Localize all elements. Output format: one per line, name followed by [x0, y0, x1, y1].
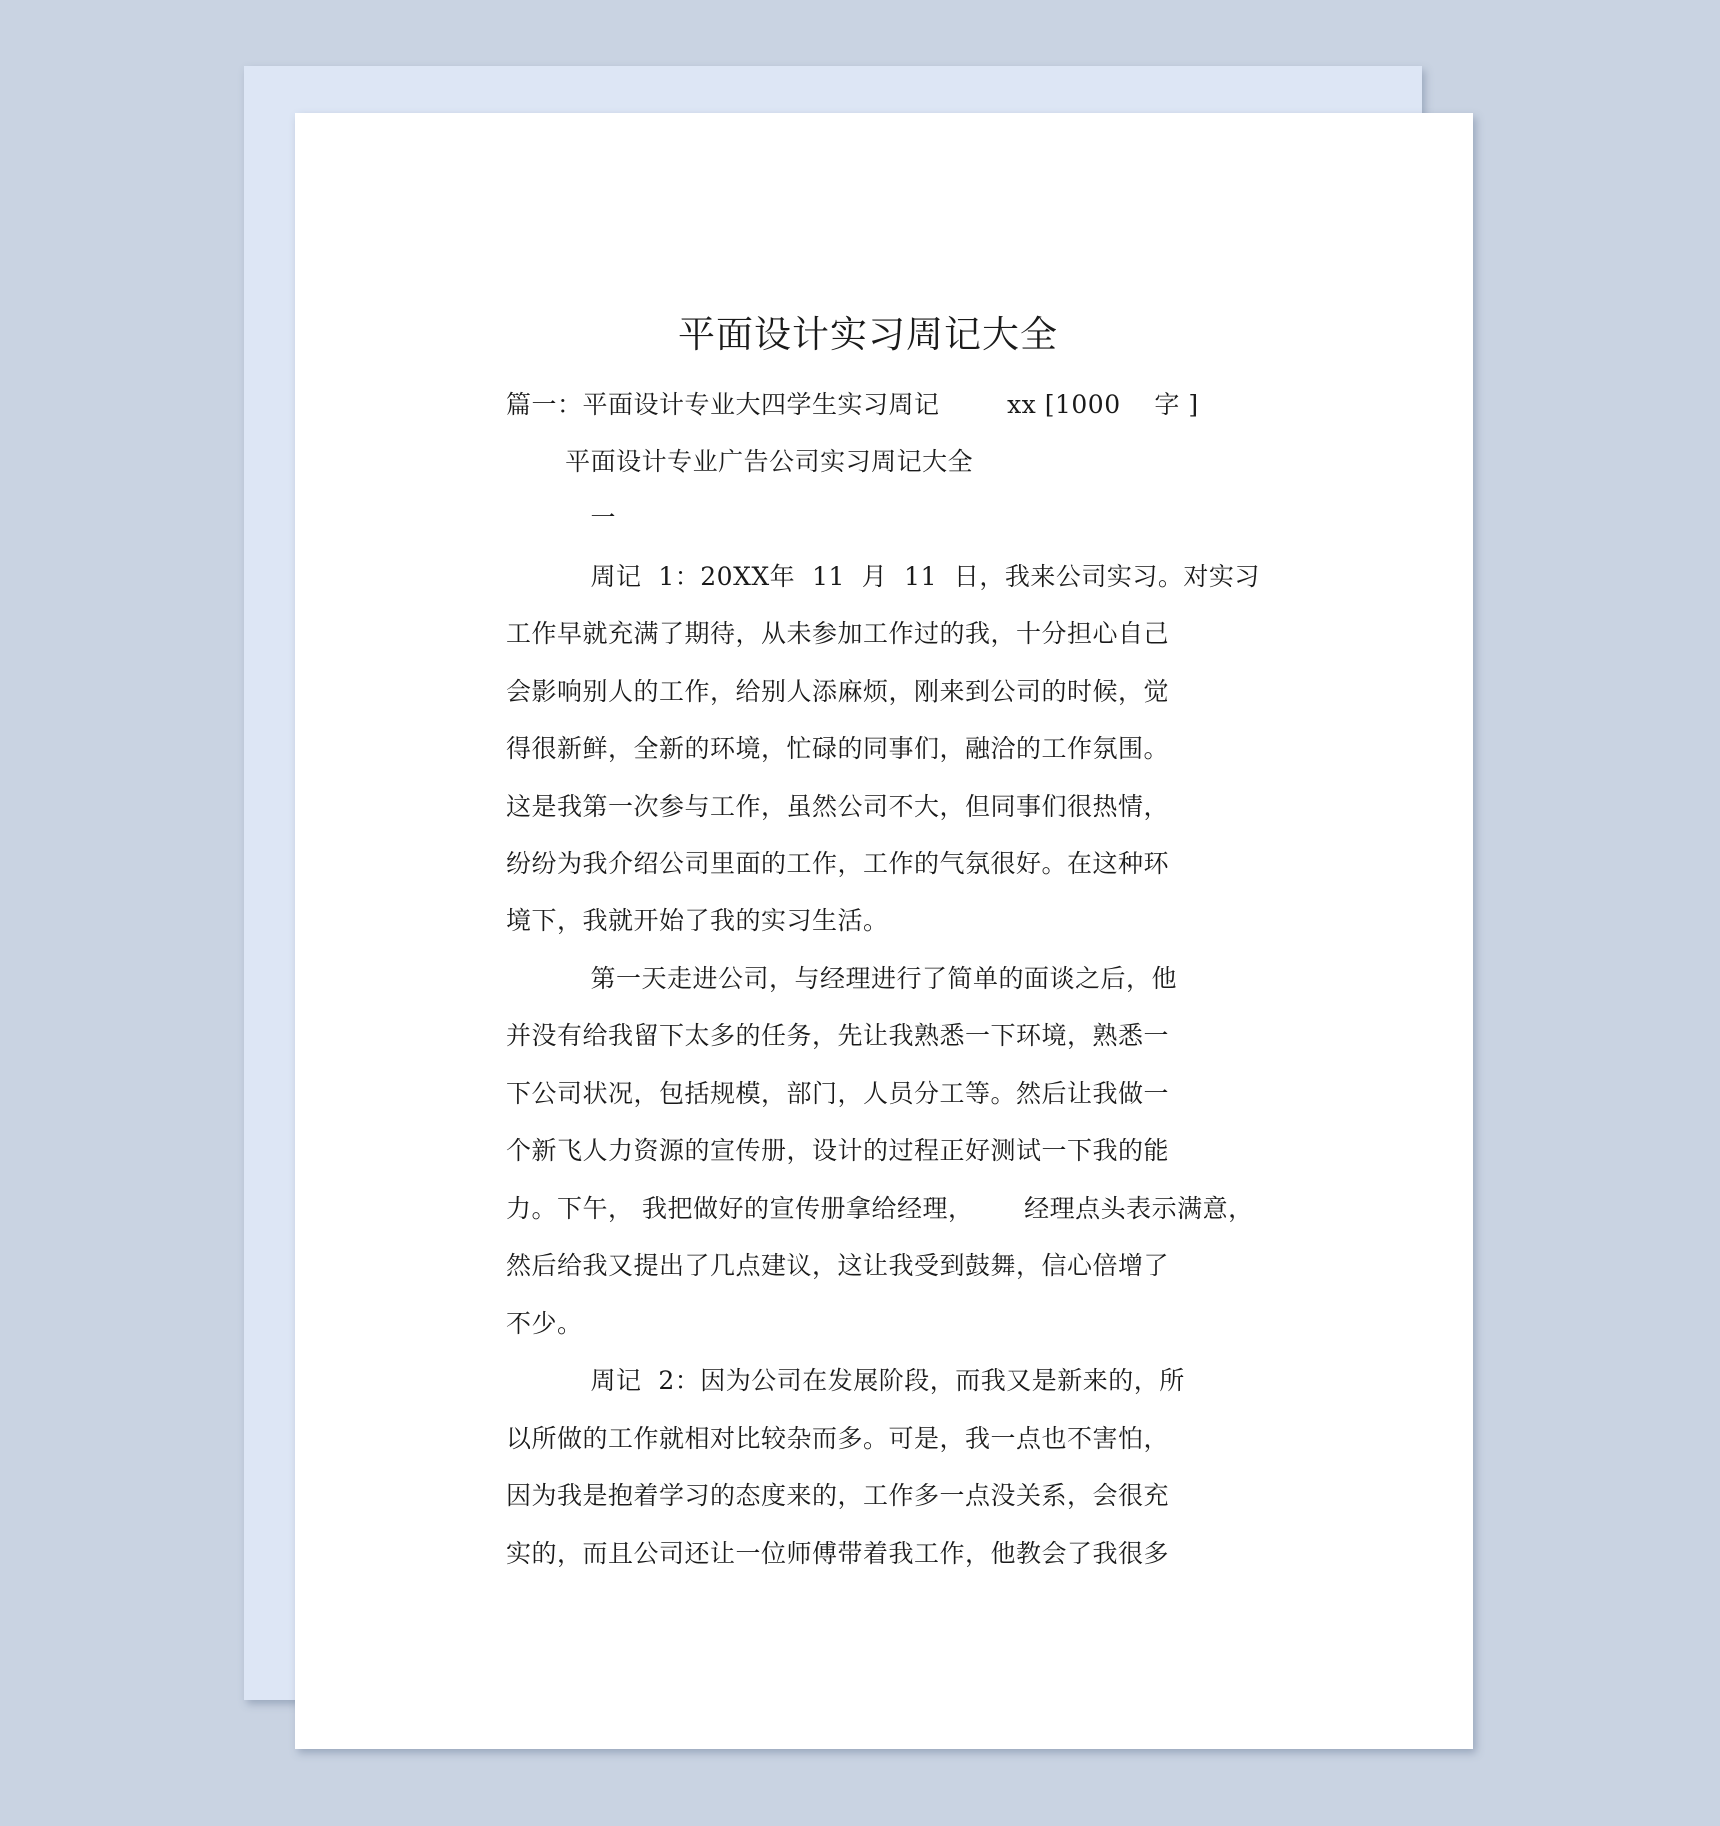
text-line: 周记 1：20XX年 11 月 11 日，我来公司实习。对实习	[506, 562, 1260, 591]
text-line: 力。下午， 我把做好的宣传册拿给经理， 经理点头表示满意，	[506, 1194, 1254, 1223]
text-line: 平面设计专业广告公司实习周记大全	[506, 447, 974, 476]
text-line: 周记 2：因为公司在发展阶段，而我又是新来的，所	[506, 1366, 1185, 1395]
text-line: 境下，我就开始了我的实习生活。	[506, 906, 889, 935]
text-line: 以所做的工作就相对比较杂而多。可是，我一点也不害怕，	[506, 1424, 1170, 1453]
text-line: 个新飞人力资源的宣传册，设计的过程正好测试一下我的能	[506, 1136, 1170, 1165]
text-line: 不少。	[506, 1309, 583, 1338]
text-line: 工作早就充满了期待，从未参加工作过的我，十分担心自己	[506, 619, 1170, 648]
text-line: 纷纷为我介绍公司里面的工作，工作的气氛很好。在这种环	[506, 849, 1170, 878]
text-line: 实的，而且公司还让一位师傅带着我工作，他教会了我很多	[506, 1539, 1170, 1568]
text-line: 得很新鲜，全新的环境，忙碌的同事们，融洽的工作氛围。	[506, 734, 1170, 763]
text-line: 篇一：平面设计专业大四学生实习周记 xx [1000 字 ]	[506, 390, 1199, 419]
text-line: 下公司状况，包括规模，部门，人员分工等。然后让我做一	[506, 1079, 1170, 1108]
text-line: 第一天走进公司，与经理进行了简单的面谈之后，他	[506, 964, 1177, 993]
text-line: 会影响别人的工作，给别人添麻烦，刚来到公司的时候，觉	[506, 677, 1170, 706]
text-line: 并没有给我留下太多的任务，先让我熟悉一下环境，熟悉一	[506, 1021, 1170, 1050]
text-line: 一	[506, 503, 616, 532]
document-title: 平面设计实习周记大全	[678, 313, 1058, 356]
text-line: 这是我第一次参与工作，虽然公司不大，但同事们很热情，	[506, 792, 1170, 821]
text-line: 然后给我又提出了几点建议，这让我受到鼓舞，信心倍增了	[506, 1251, 1170, 1280]
text-line: 因为我是抱着学习的态度来的，工作多一点没关系，会很充	[506, 1481, 1170, 1510]
